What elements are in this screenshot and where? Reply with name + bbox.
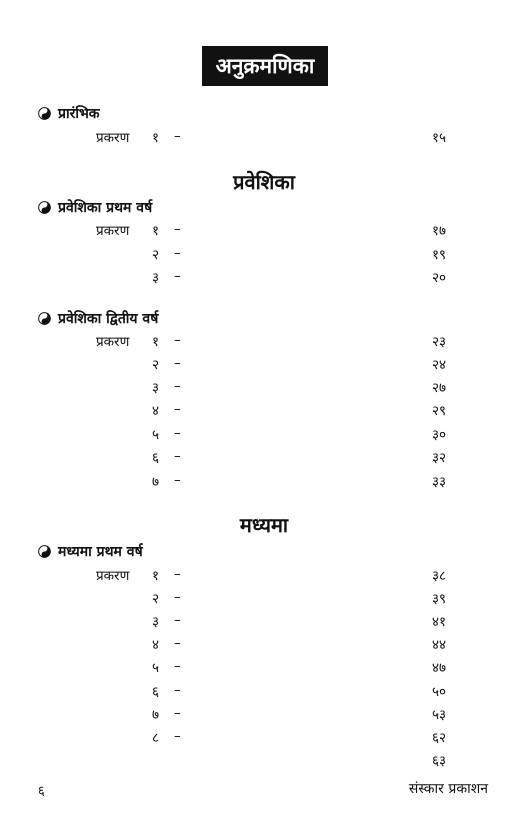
toc-row[interactable] bbox=[0, 425, 528, 447]
toc-row[interactable] bbox=[0, 245, 528, 267]
entry-dash: – bbox=[174, 612, 181, 628]
entry-page: ५० bbox=[432, 684, 447, 700]
entry-number: १ bbox=[152, 334, 160, 350]
section-heading bbox=[38, 309, 158, 328]
entry-number: ४ bbox=[152, 637, 160, 653]
entry-dash: – bbox=[174, 268, 181, 284]
entry-dash: – bbox=[174, 355, 181, 371]
entry-page: ६३ bbox=[432, 753, 447, 769]
toc-row[interactable] bbox=[0, 472, 528, 494]
entry-dash: – bbox=[174, 635, 181, 651]
entry-page: २९ bbox=[432, 403, 447, 419]
part-heading: प्रवेशिका bbox=[233, 170, 295, 194]
entry-page: ४७ bbox=[432, 660, 447, 676]
publisher-name: संस्कार प्रकाशन bbox=[408, 781, 488, 797]
toc-row[interactable] bbox=[0, 589, 528, 611]
entry-number: २ bbox=[152, 591, 160, 607]
part-heading: मध्यमा bbox=[239, 513, 289, 537]
entry-page: १५ bbox=[432, 130, 447, 146]
entry-dash: – bbox=[174, 332, 181, 348]
page-title: अनुक्रमणिका bbox=[202, 46, 328, 86]
chapter-label: प्रकरण bbox=[96, 130, 130, 146]
entry-dash: – bbox=[174, 221, 181, 237]
entry-page: ३२ bbox=[432, 450, 447, 466]
section-heading bbox=[38, 198, 152, 217]
entry-number: १ bbox=[152, 223, 160, 239]
chapter-label: प्रकरण bbox=[96, 223, 130, 239]
entry-number: १ bbox=[152, 568, 160, 584]
entry-page: १७ bbox=[432, 223, 447, 239]
section-label: प्रवेशिका प्रथम वर्ष bbox=[58, 200, 153, 216]
entry-page: ३८ bbox=[432, 568, 447, 584]
entry-number: ५ bbox=[152, 660, 160, 676]
section-label: मध्यमा प्रथम वर्ष bbox=[58, 544, 143, 560]
toc-row[interactable] bbox=[0, 268, 528, 290]
toc-row[interactable] bbox=[0, 128, 528, 150]
toc-row[interactable] bbox=[0, 658, 528, 680]
entry-page: ३० bbox=[432, 427, 447, 443]
entry-number: २ bbox=[152, 247, 160, 263]
section-label: प्रारंभिक bbox=[58, 106, 100, 122]
entry-number: ४ bbox=[152, 403, 160, 419]
entry-dash: – bbox=[174, 728, 181, 744]
entry-page: ४४ bbox=[432, 637, 447, 653]
toc-row[interactable] bbox=[0, 682, 528, 704]
entry-number: ७ bbox=[152, 474, 160, 490]
entry-page: ३३ bbox=[432, 474, 447, 490]
entry-dash: – bbox=[174, 245, 181, 261]
yin-yang-icon bbox=[38, 312, 51, 325]
entry-dash: – bbox=[174, 682, 181, 698]
entry-number: १ bbox=[152, 130, 160, 146]
section-heading bbox=[38, 104, 100, 123]
entry-dash: – bbox=[174, 589, 181, 605]
entry-dash: – bbox=[174, 378, 181, 394]
toc-row[interactable] bbox=[0, 751, 528, 773]
entry-page: ५३ bbox=[432, 707, 447, 723]
entry-page: २३ bbox=[432, 334, 447, 350]
entry-page: ४१ bbox=[432, 614, 447, 630]
entry-dash: – bbox=[174, 448, 181, 464]
entry-number: ७ bbox=[152, 707, 160, 723]
entry-dash: – bbox=[174, 128, 181, 144]
entry-number: ६ bbox=[152, 684, 160, 700]
entry-page: २० bbox=[432, 270, 447, 286]
entry-number: २ bbox=[152, 357, 160, 373]
yin-yang-icon bbox=[38, 545, 51, 558]
entry-dash: – bbox=[174, 425, 181, 441]
toc-row[interactable] bbox=[0, 221, 528, 243]
entry-number: ५ bbox=[152, 427, 160, 443]
entry-dash: – bbox=[174, 401, 181, 417]
yin-yang-icon bbox=[38, 201, 51, 214]
chapter-label: प्रकरण bbox=[96, 334, 130, 350]
section-label: प्रवेशिका द्वितीय वर्ष bbox=[58, 311, 159, 327]
entry-page: २४ bbox=[432, 357, 447, 373]
toc-row[interactable] bbox=[0, 378, 528, 400]
page-number: ६ bbox=[38, 784, 45, 799]
yin-yang-icon bbox=[38, 107, 51, 120]
toc-row[interactable] bbox=[0, 332, 528, 354]
entry-number: ३ bbox=[152, 380, 160, 396]
entry-number: ३ bbox=[152, 614, 160, 630]
entry-dash: – bbox=[174, 472, 181, 488]
section-heading bbox=[38, 542, 143, 561]
toc-row[interactable] bbox=[0, 401, 528, 423]
entry-page: १९ bbox=[432, 247, 447, 263]
toc-row[interactable] bbox=[0, 612, 528, 634]
toc-row[interactable] bbox=[0, 635, 528, 657]
entry-dash: – bbox=[174, 566, 181, 582]
entry-number: ८ bbox=[152, 730, 160, 746]
toc-row[interactable] bbox=[0, 355, 528, 377]
entry-page: ६२ bbox=[432, 730, 447, 746]
entry-number: ३ bbox=[152, 270, 160, 286]
entry-number: ६ bbox=[152, 450, 160, 466]
toc-row[interactable] bbox=[0, 448, 528, 470]
toc-row[interactable] bbox=[0, 566, 528, 588]
entry-page: ३९ bbox=[432, 591, 447, 607]
toc-row[interactable] bbox=[0, 728, 528, 750]
toc-row[interactable] bbox=[0, 705, 528, 727]
entry-dash: – bbox=[174, 705, 181, 721]
entry-dash: – bbox=[174, 658, 181, 674]
entry-page: २७ bbox=[432, 380, 447, 396]
chapter-label: प्रकरण bbox=[96, 568, 130, 584]
